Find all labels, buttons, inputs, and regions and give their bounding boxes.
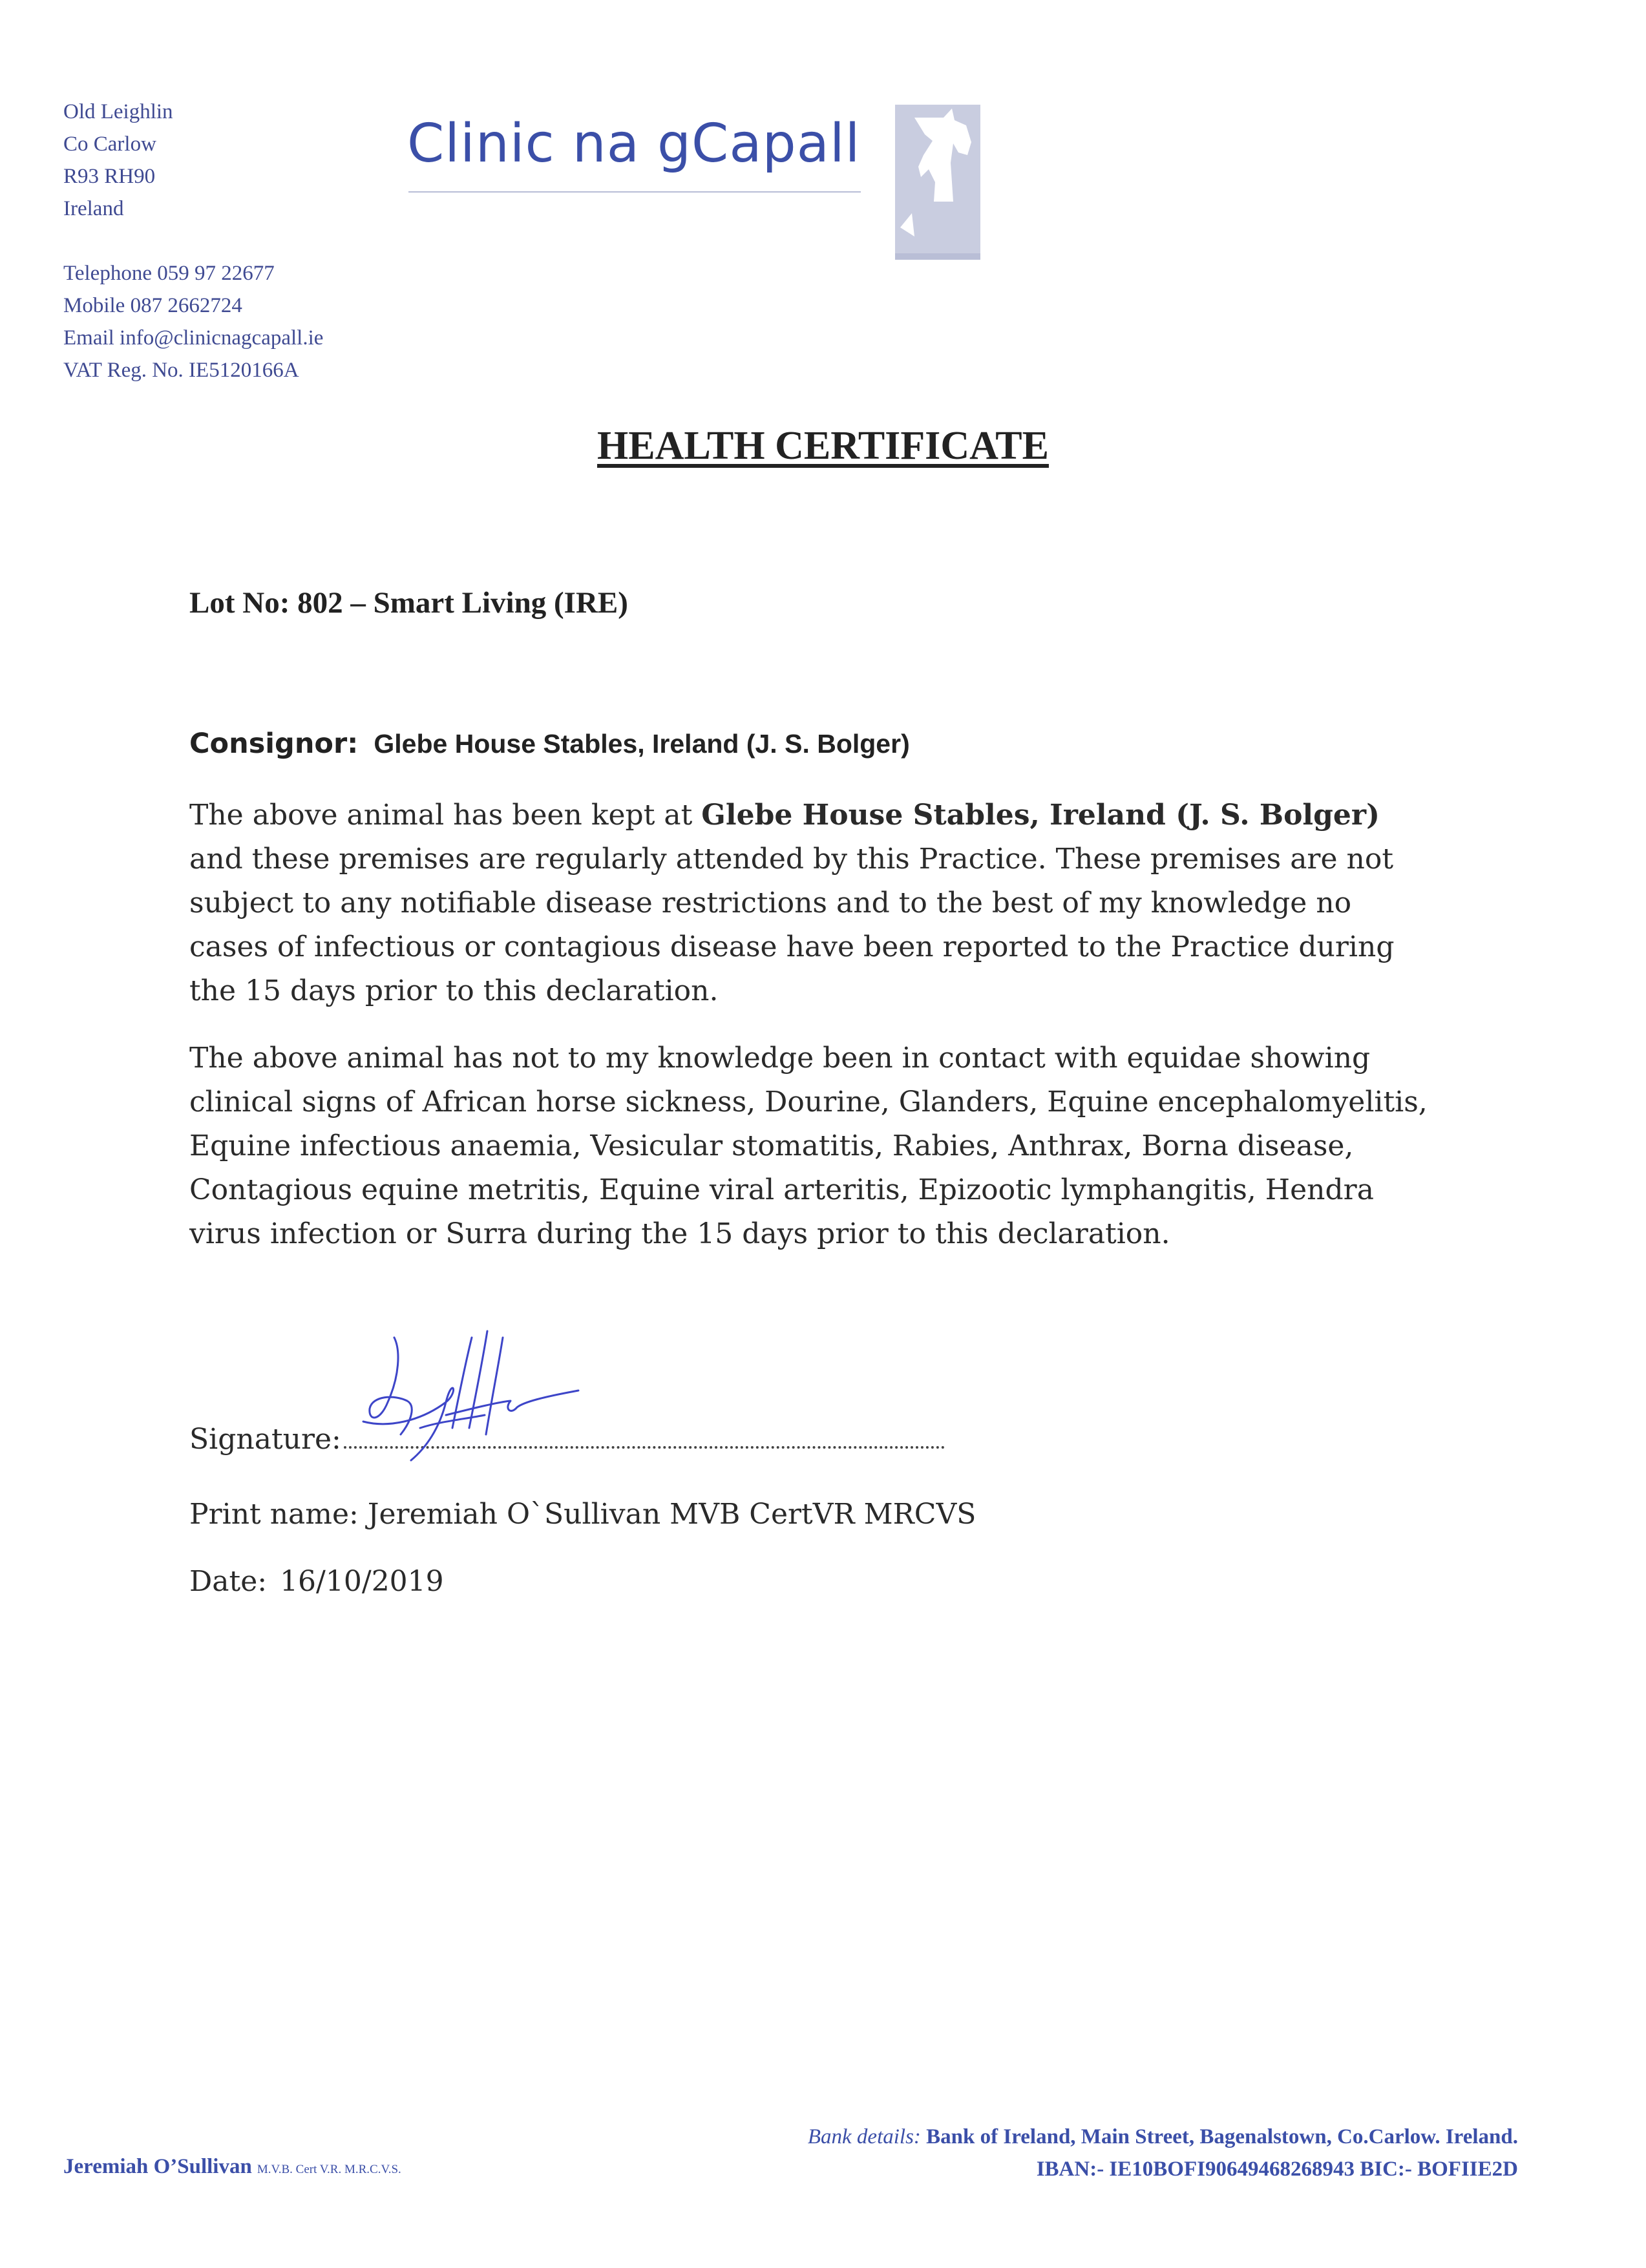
vet-name: Jeremiah O’Sullivan [63, 2155, 252, 2178]
email-line: Email info@clinicnagcapall.ie [63, 326, 324, 350]
paragraph-1-text-end: and these premises are regularly attended by this Practice. These premises are not subject to any notifiable disease restrictions and to the best of my knowledge no cases of infectious or contagious disease have been reported to the Practice during the 15 days prior to this declaration. [189, 843, 1395, 1007]
bank-value: Bank of Ireland, Main Street, Bagenalstown, Co.Carlow. Ireland. [926, 2125, 1518, 2148]
handwritten-signature [349, 1325, 595, 1473]
consignor-value: Glebe House Stables, Ireland (J. S. Bolger) [374, 729, 910, 759]
date-value: 16/10/2019 [280, 1565, 444, 1598]
vet-qualifications: M.V.B. Cert V.R. M.R.C.V.S. [257, 2163, 401, 2176]
horse-head-icon [895, 105, 980, 260]
declaration-paragraph-1 [189, 793, 1430, 1013]
consignor-line [189, 728, 910, 760]
footer-vet-name [63, 2155, 401, 2179]
iban-line: IBAN:- IE10BOFI90649468268943 BIC:- BOFIIE2D [1036, 2158, 1518, 2181]
telephone-line: Telephone 059 97 22677 [63, 262, 275, 285]
address-line: Co Carlow [63, 132, 156, 156]
mobile-line: Mobile 087 2662724 [63, 294, 242, 317]
letterhead-address [63, 96, 323, 386]
page-title: HEALTH CERTIFICATE [597, 424, 1049, 468]
address-line: R93 RH90 [63, 165, 156, 188]
premises-name: Glebe House Stables, Ireland (J. S. Bolger) [701, 799, 1380, 832]
footer-bank-details [808, 2121, 1518, 2185]
address-spacer [63, 225, 323, 257]
address-line: Old Leighlin [63, 100, 173, 123]
print-name: Print name: Jeremiah O`Sullivan MVB CertVR MRCVS [189, 1498, 976, 1531]
clinic-logo-text: Clinic na gCapall [407, 113, 861, 174]
consignor-label: Consignor: [189, 728, 359, 760]
date-line [189, 1565, 444, 1598]
signature-label: Signature: [189, 1423, 341, 1456]
date-label: Date: [189, 1565, 268, 1598]
lot-number: Lot No: 802 – Smart Living (IRE) [189, 586, 628, 620]
declaration-paragraph-2: The above animal has not to my knowledge been in contact with equidae showing clinical signs of African horse sickness, Dourine, Glanders, Equine encephalomyelitis, Equine infectious anaemia, Vesicular stomatitis, Rabies, Anthrax, Borna disease, Contagious equine metritis, Equine viral arteritis, Epizootic lymphangitis, Hendra virus infection or Surra during the 15 days prior to this declaration. [189, 1042, 1428, 1250]
paragraph-1-text-start: The above animal has been kept at [189, 799, 702, 832]
logo-underline [408, 191, 861, 193]
bank-line [808, 2121, 1518, 2153]
vat-line: VAT Reg. No. IE5120166A [63, 359, 299, 382]
address-line: Ireland [63, 197, 124, 220]
bank-label: Bank details: [807, 2125, 921, 2148]
